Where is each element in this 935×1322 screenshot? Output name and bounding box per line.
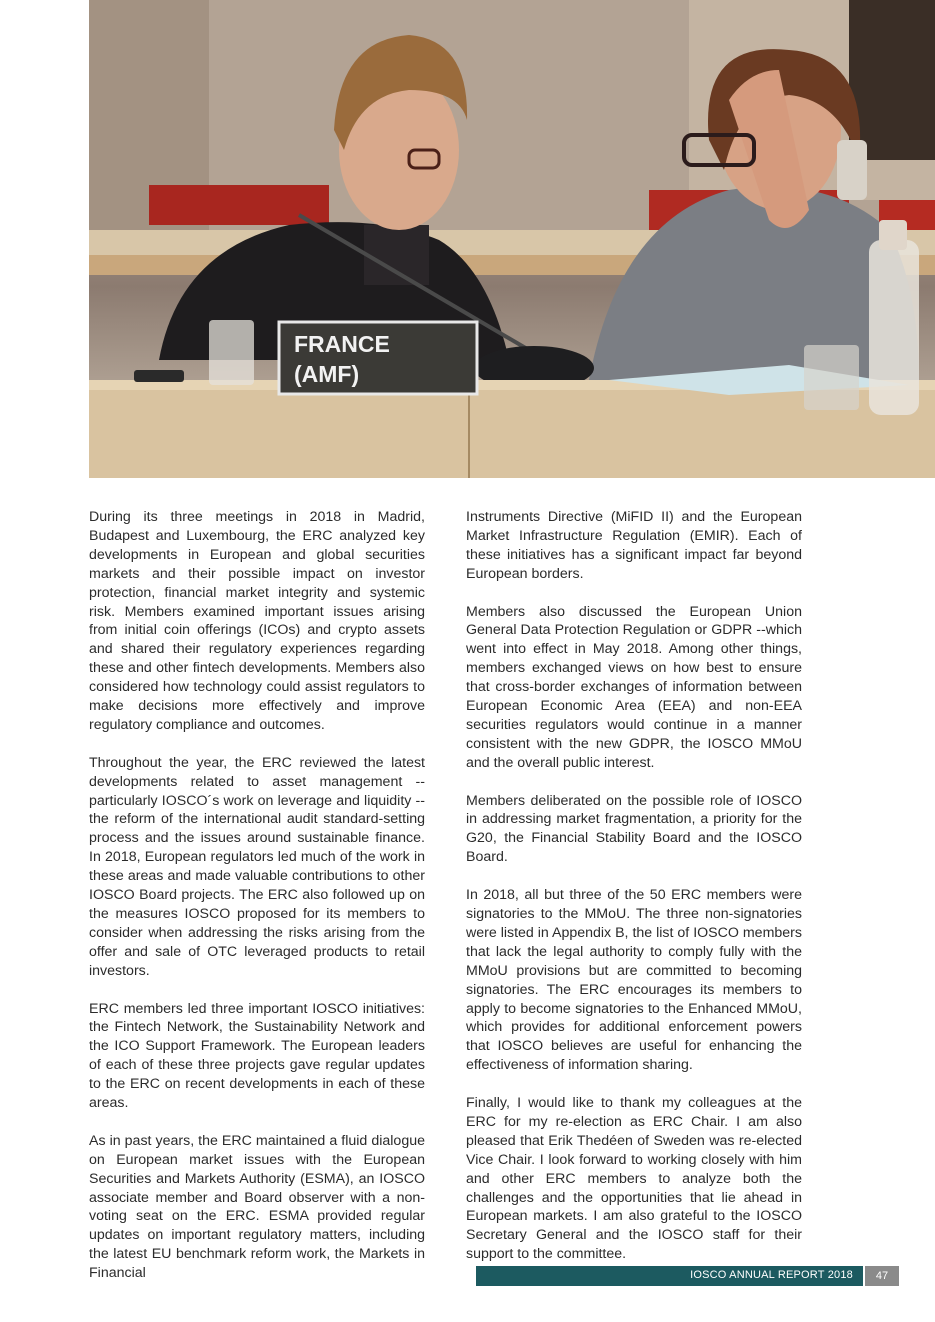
paragraph: Throughout the year, the ERC reviewed the latest developments related to asset management -- particularly IOSCO´s work on leverage and liquidity -- the reform of the international audit standard-setting process and the issues around sustainable finance. In 2018, European regulators led much of the work in these areas and made valuable contributions to other IOSCO Board projects. The ERC also followed up on the measures IOSCO proposed for its members to consider when addressing the risks arising from the offer and sale of OTC leveraged products to retail investors. bbox=[89, 754, 425, 979]
left-text-column bbox=[89, 508, 425, 1302]
meeting-photo bbox=[89, 0, 935, 478]
paragraph: Members deliberated on the possible role of IOSCO in addressing market fragmentation, a priority for the G20, the Financial Stability Board and the IOSCO Board. bbox=[466, 792, 802, 866]
paragraph: In 2018, all but three of the 50 ERC members were signatories to the MMoU. The three non-signatories were listed in Appendix B, the list of IOSCO members that lack the legal authority to comply fully with the MMoU provisions but are committed to becoming signatories. The ERC encourages its members to apply to become signatories to the Enhanced MMoU, which provides for additional enforcement powers that IOSCO believes are useful for enhancing the effectiveness of information sharing. bbox=[466, 887, 802, 1074]
placard-line1: FRANCE bbox=[294, 331, 390, 357]
paragraph: Instruments Directive (MiFID II) and the European Market Infrastructure Regulation (EMIR). Each of these initiatives has a significant impact far beyond European borders. bbox=[466, 509, 802, 582]
report-title: IOSCO ANNUAL REPORT 2018 bbox=[690, 1269, 853, 1281]
paragraph: During its three meetings in 2018 in Madrid, Budapest and Luxembourg, the ERC analyzed key developments in European and global securities markets and their possible impact on investor protection, financial market integrity and systemic risk. Members examined important issues arising from initial coin offerings (ICOs) and crypto assets and shared their regulatory experiences regarding these and other fintech developments. Members also considered how technology could assist regulators to make decisions more effectively and improve regulatory compliance and outcomes. bbox=[89, 509, 425, 733]
paragraph: As in past years, the ERC maintained a fluid dialogue on European market issues with the European Securities and Markets Authority (ESMA), an IOSCO associate member and Board observer with a non-voting seat on the ERC. ESMA provided regular updates on important regulatory matters, including the latest EU benchmark reform work, the Markets in Financial bbox=[89, 1132, 425, 1282]
paragraph: Members also discussed the European Union General Data Protection Regulation or GDPR --which went into effect in May 2018. Among other things, members exchanged views on how best to ensure that cross-border exchanges of information between European Economic Area (EEA) and non-EEA securities regulators would continue in a manner consistent with the new GDPR, the IOSCO MMoU and the overall public interest. bbox=[466, 603, 802, 771]
page-number-box bbox=[865, 1266, 899, 1286]
page-number: 47 bbox=[875, 1270, 889, 1282]
footer-bar bbox=[476, 1266, 863, 1286]
right-text-column bbox=[466, 508, 802, 1283]
placard-line2: (AMF) bbox=[294, 361, 360, 387]
paragraph: Finally, I would like to thank my colleagues at the ERC for my re-election as ERC Chair. I am also pleased that Erik Thedéen of Sweden was re-elected Vice Chair. I look forward to working closely with him and other ERC members to analyze both the challenges and the opportunities that lie ahead in European markets. I am also grateful to the IOSCO Secretary General and the IOSCO staff for their support to the committee. bbox=[466, 1095, 802, 1263]
paragraph: ERC members led three important IOSCO initiatives: the Fintech Network, the Sustainability Network and the ICO Support Framework. The European leaders of each of these three projects gave regular updates to the ERC on recent developments in each of these areas. bbox=[89, 1000, 425, 1112]
